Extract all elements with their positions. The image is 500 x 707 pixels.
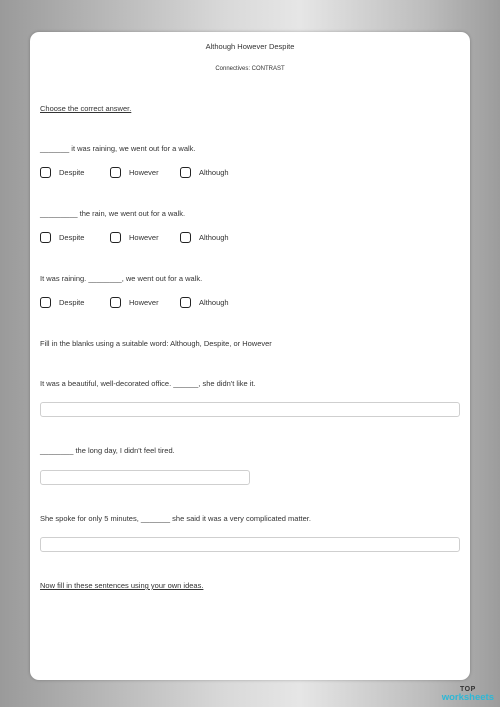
q1-option-despite[interactable] — [40, 167, 84, 178]
fill-1-input[interactable] — [40, 402, 460, 417]
q3-option-although[interactable] — [180, 297, 229, 308]
fill-1-text: It was a beautiful, well-decorated office. ______, she didn't like it. — [40, 379, 256, 388]
q2-option-despite[interactable] — [40, 232, 84, 243]
q3-option-however[interactable] — [110, 297, 159, 308]
option-label: However — [129, 168, 159, 177]
checkbox[interactable] — [40, 167, 51, 178]
fill-3-text: She spoke for only 5 minutes, _______ she said it was a very complicated matter. — [40, 514, 311, 523]
checkbox[interactable] — [40, 232, 51, 243]
option-label: Despite — [59, 168, 85, 177]
checkbox[interactable] — [110, 232, 121, 243]
fill-3-input[interactable] — [40, 537, 460, 552]
instruction-fill: Fill in the blanks using a suitable word: Although, Despite, or However — [40, 339, 272, 348]
question-2-text: _________ the rain, we went out for a walk. — [40, 209, 186, 218]
checkbox[interactable] — [110, 167, 121, 178]
option-label: Although — [199, 233, 229, 242]
q1-option-however[interactable] — [110, 167, 159, 178]
worksheet-title: Although However Despite — [205, 42, 295, 51]
q1-option-although[interactable] — [180, 167, 229, 178]
instruction-choose: Choose the correct answer. — [40, 104, 132, 113]
worksheet-subtitle: Connectives: CONTRAST — [215, 66, 285, 72]
logo-name-text: worksheets — [441, 691, 494, 703]
topworksheets-logo — [442, 686, 494, 703]
option-label: Despite — [59, 233, 85, 242]
worksheet-page — [30, 32, 470, 680]
checkbox[interactable] — [180, 297, 191, 308]
option-label: However — [129, 298, 159, 307]
q2-option-however[interactable] — [110, 232, 159, 243]
question-1-text: _______ it was raining, we went out for a walk. — [40, 144, 196, 153]
fill-2-input[interactable] — [40, 470, 250, 485]
checkbox[interactable] — [40, 297, 51, 308]
logo-top-text: TOP — [459, 685, 476, 693]
checkbox[interactable] — [180, 232, 191, 243]
option-label: However — [129, 233, 159, 242]
option-label: Although — [199, 168, 229, 177]
checkbox[interactable] — [180, 167, 191, 178]
q2-option-although[interactable] — [180, 232, 229, 243]
checkbox[interactable] — [110, 297, 121, 308]
question-3-text: It was raining. ________, we went out for a walk. — [40, 274, 203, 283]
fill-2-text: ________ the long day, I didn't feel tired. — [40, 446, 175, 455]
option-label: Although — [199, 298, 229, 307]
option-label: Despite — [59, 298, 85, 307]
q3-option-despite[interactable] — [40, 297, 84, 308]
instruction-own-ideas: Now fill in these sentences using your own ideas. — [40, 581, 204, 590]
